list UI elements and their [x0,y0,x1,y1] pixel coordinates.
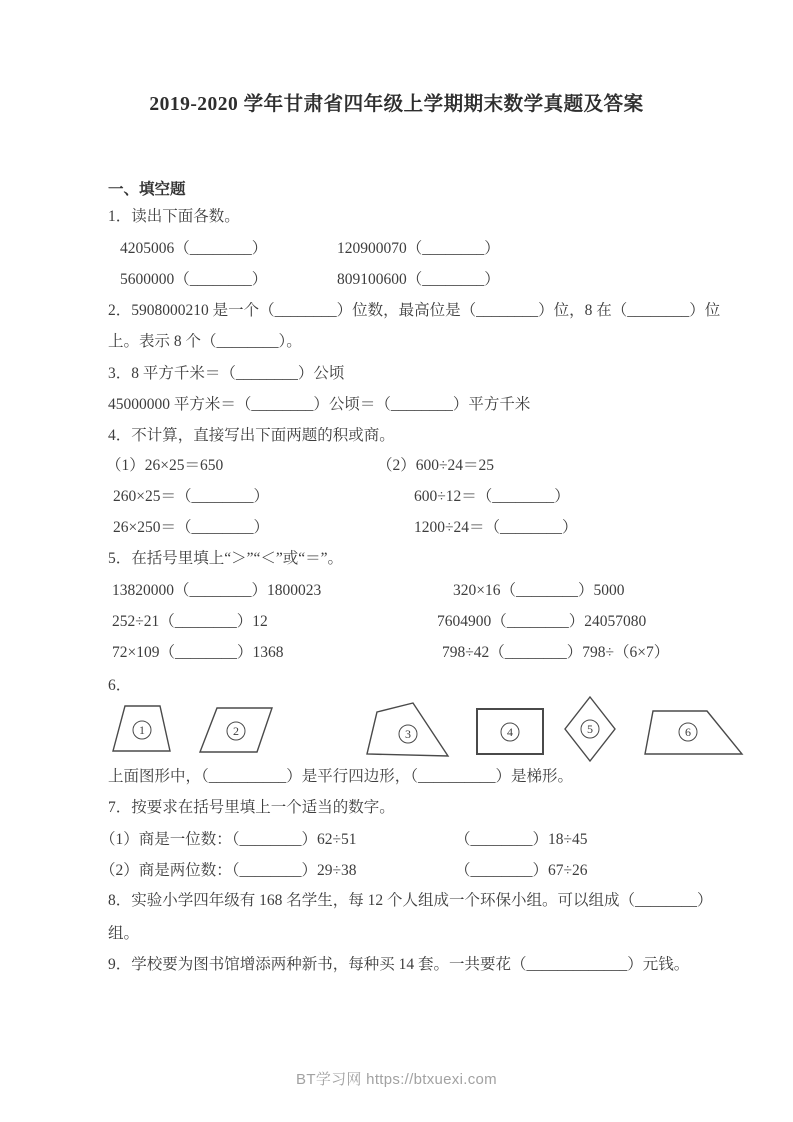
question-5-row2-right: 7604900（________）24057080 [437,613,647,630]
question-4-row2-right: 600÷12＝（________） [414,488,570,505]
question-5-row1-left: 13820000（________）1800023 [112,582,322,599]
shape-3-label: 3 [405,727,411,741]
question-2-line1: 2．5908000210 是一个（________）位数，最高位是（________）位，8 在（________）位 [108,302,721,319]
question-4-row3-right: 1200÷24＝（________） [414,519,578,536]
section-heading: 一、填空题 [108,181,186,198]
shape-4-label: 4 [507,725,513,739]
question-5-row3-right: 798÷42（________）798÷（6×7） [442,644,670,661]
question-6-shapes-figure [100,694,770,766]
question-1-row2-right: 809100600（________） [337,271,500,288]
question-3-line1: 3．8 平方千米＝（________）公顷 [108,365,345,382]
question-5-row3-left: 72×109（________）1368 [112,644,284,661]
shape-5-label: 5 [587,722,593,736]
question-4-row2-left: 260×25＝（________） [113,488,269,505]
question-6-stem: 6． [108,677,132,694]
question-4-row1-left: （1）26×25＝650 [106,457,224,474]
question-4-row3-left: 26×250＝（________） [113,519,269,536]
question-5-row1-right: 320×16（________）5000 [453,582,625,599]
question-9-line: 9．学校要为图书馆增添两种新书，每种买 14 套。一共要花（_____________）元钱。 [108,956,690,973]
site-watermark: BT学习网 https://btxuexi.com [296,1071,497,1088]
question-7-stem: 7．按要求在括号里填上一个适当的数字。 [108,799,395,816]
question-8-line1: 8．实验小学四年级有 168 名学生，每 12 个人组成一个环保小组。可以组成（________） [108,892,713,909]
question-1-row2-left: 5600000（________） [120,271,268,288]
question-4-stem: 4．不计算，直接写出下面两题的积或商。 [108,427,395,444]
question-7-row1-left: （1）商是一位数：（________）62÷51 [100,831,357,848]
question-4-row1-right: （2）600÷24＝25 [377,457,495,474]
question-2-line2: 上。表示 8 个（________）。 [108,333,302,350]
question-5-row2-left: 252÷21（________）12 [112,613,268,630]
question-7-row1-right: （________）18÷45 [455,831,588,848]
shape-trapezoid-6 [645,711,742,754]
shape-2-label: 2 [233,724,239,738]
question-6-caption: 上面图形中，（__________）是平行四边形，（__________）是梯形。 [108,768,574,785]
page-title: 2019-2020 学年甘肃省四年级上学期期末数学真题及答案 [149,94,644,115]
shape-6-label: 6 [685,725,691,739]
shape-1-label: 1 [139,723,145,737]
question-7-row2-right: （________）67÷26 [455,862,588,879]
question-1-row1-right: 120900070（________） [337,240,500,257]
question-1-row1-left: 4205006（________） [120,240,268,257]
question-7-row2-left: （2）商是两位数：（________）29÷38 [100,862,357,879]
question-3-line2: 45000000 平方米＝（________）公顷＝（________）平方千米 [108,396,531,413]
question-8-line2: 组。 [108,925,140,942]
question-1-stem: 1．读出下面各数。 [108,208,240,225]
question-5-stem: 5．在括号里填上“＞”“＜”或“＝”。 [108,550,344,567]
